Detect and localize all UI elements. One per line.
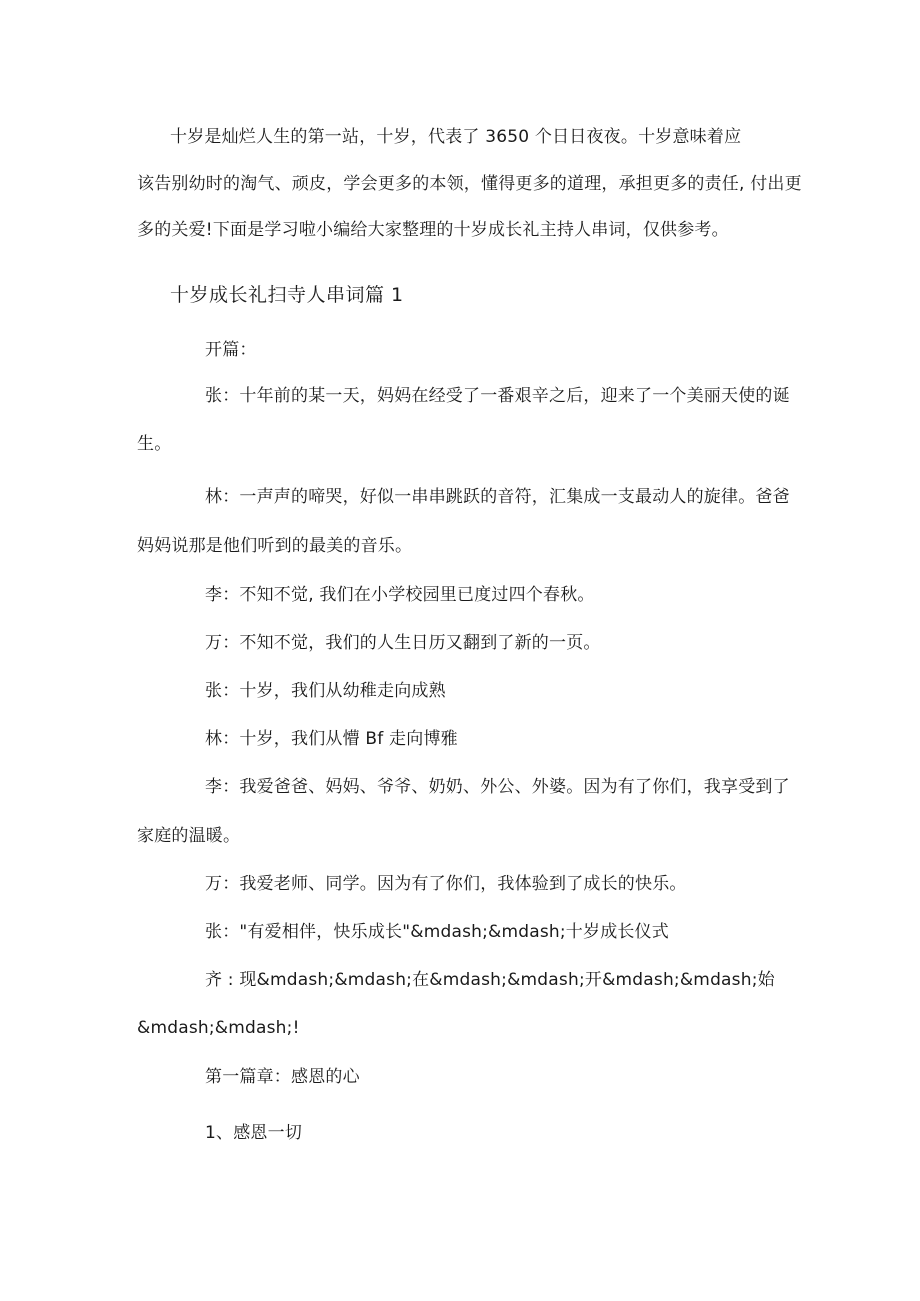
paragraph-lin-2: 林：十岁，我们从懵 Bf 走向博雅 (205, 729, 458, 749)
paragraph-zhang-2: 张：十岁，我们从幼稚走向成熟 (205, 681, 446, 701)
paragraph-lin-1-line-1: 林：一声声的啼哭，好似一串串跳跃的音符，汇集成一支最动人的旋律。爸爸 (205, 487, 790, 507)
paragraph-lin-1-line-2: 妈妈说那是他们听到的最美的音乐。 (137, 536, 413, 556)
chapter-title: 第一篇章：感恩的心 (205, 1067, 360, 1087)
paragraph-qi-line-2: &mdash;&mdash;! (137, 1018, 300, 1038)
paragraph-qi-line-1: 齐 : 现&mdash;&mdash;在&mdash;&mdash;开&mdash;&mdash;始 (205, 970, 775, 990)
intro-line-3: 多的关爱!下面是学习啦小编给大家整理的十岁成长礼主持人串词，仅供参考。 (137, 220, 729, 240)
paragraph-zhang-3: 张："有爱相伴，快乐成长"&mdash;&mdash;十岁成长仪式 (205, 922, 670, 942)
intro-line-1: 十岁是灿烂人生的第一站，十岁，代表了 3650 个日日夜夜。十岁意味着应 (170, 127, 742, 147)
paragraph-wan-1: 万：不知不觉，我们的人生日历又翻到了新的一页。 (205, 633, 601, 653)
opening-label: 开篇： (205, 340, 257, 360)
paragraph-wan-2: 万：我爱老师、同学。因为有了你们，我体验到了成长的快乐。 (205, 874, 687, 894)
paragraph-li-2-line-1: 李：我爱爸爸、妈妈、爷爷、奶奶、外公、外婆。因为有了你们，我享受到了 (205, 777, 790, 797)
paragraph-zhang-1-line-1: 张：十年前的某一天，妈妈在经受了一番艰辛之后，迎来了一个美丽天使的诞 (205, 386, 790, 406)
paragraph-li-1: 李：不知不觉, 我们在小学校园里已度过四个春秋。 (205, 585, 595, 605)
intro-line-2: 该告别幼时的淘气、顽皮，学会更多的本领，懂得更多的道理，承担更多的责任, 付出更 (137, 174, 802, 194)
paragraph-li-2-line-2: 家庭的温暖。 (137, 826, 241, 846)
section-title: 十岁成长礼扫寺人串词篇 1 (170, 284, 404, 306)
paragraph-zhang-1-line-2: 生。 (137, 434, 172, 454)
list-item-1: 1、感恩一切 (205, 1123, 303, 1143)
